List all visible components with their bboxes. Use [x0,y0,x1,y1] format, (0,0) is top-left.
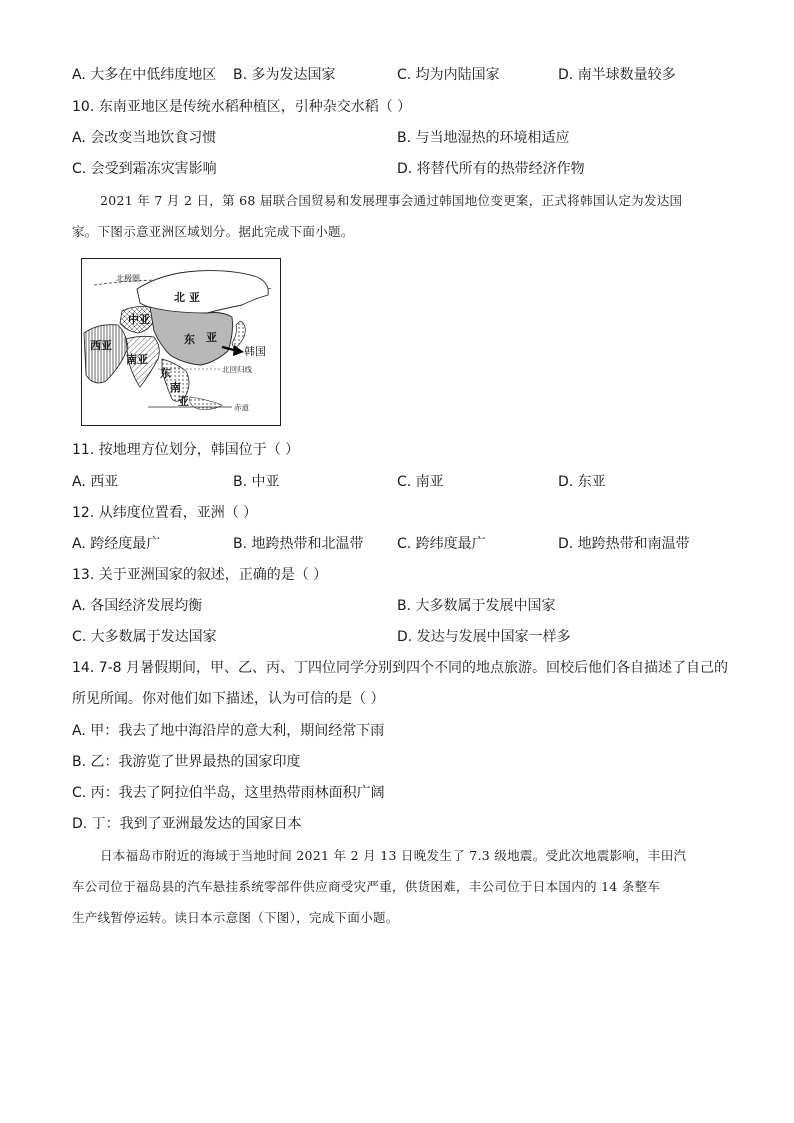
passage2-line3: 生产线暂停运转。读日本示意图（下图），完成下面小题。 [72,910,399,925]
q12-option-c: C. 跨纬度最广 [397,536,486,552]
q14-option-a: A. 甲：我去了地中海沿岸的意大利，期间经常下雨 [72,723,385,739]
q13-option-d: D. 发达与发展中国家一样多 [397,629,571,645]
q13-option-b: B. 大多数属于发展中国家 [397,598,556,614]
q12-stem: 12. 从纬度位置看，亚洲（ ） [72,505,258,521]
q9-option-b: B. 多为发达国家 [233,67,336,83]
passage2-line1: 日本福岛市附近的海域于当地时间 2021 年 2 月 13 日晚发生了 7.3 级地震。受此次地震影响，丰田汽 [100,848,687,863]
label-southeast-3: 亚 [178,395,189,408]
label-east-asia-2: 亚 [206,331,217,344]
label-west-asia: 西亚 [90,339,112,352]
q14-option-b: B. 乙：我游览了世界最热的国家印度 [72,754,301,770]
label-tropic-cancer: 北回归线 [222,365,252,374]
passage1-line2: 家。下图示意亚洲区域划分。据此完成下面小题。 [72,224,354,239]
label-north-asia: 北 亚 [174,291,200,304]
q10-option-d: D. 将替代所有的热带经济作物 [397,161,585,177]
q13-option-a: A. 各国经济发展均衡 [72,598,203,614]
q13-stem: 13. 关于亚洲国家的叙述，正确的是（ ） [72,567,328,583]
q14-stem-line1: 14. 7-8 月暑假期间，甲、乙、丙、丁四位同学分别到四个不同的地点旅游。回校后他们各自描述了自己的 [72,660,729,676]
q12-option-d: D. 地跨热带和南温带 [558,536,690,552]
q11-option-a: A. 西亚 [72,474,119,490]
label-southeast-1: 东 [160,367,171,380]
q14-stem-line2: 所见所闻。你对他们如下描述，认为可信的是（ ） [72,691,385,707]
indonesia-islands [190,397,222,410]
q13-option-c: C. 大多数属于发达国家 [72,629,217,645]
label-central-asia: 中亚 [128,313,150,326]
north-asia-region [137,271,268,314]
q10-option-c: C. 会受到霜冻灾害影响 [72,161,217,177]
passage2-line2: 车公司位于福岛县的汽车悬挂系统零部件供应商受灾严重，供货困难，丰公司位于日本国内的 14 条整车 [72,879,661,894]
q9-option-c: C. 均为内陆国家 [397,67,500,83]
passage1-line1: 2021 年 7 月 2 日，第 68 届联合国贸易和发展理事会通过韩国地位变更案，正式将韩国认定为发达国 [100,193,683,208]
asia-region-map [81,258,281,426]
q11-stem: 11. 按地理方位划分，韩国位于（ ） [72,442,300,458]
q11-option-b: B. 中亚 [233,474,280,490]
korea-arrow-icon [233,345,244,356]
west-asia-region [84,325,128,383]
q11-option-c: C. 南亚 [397,474,444,490]
q12-option-b: B. 地跨热带和北温带 [233,536,364,552]
q12-option-a: A. 跨经度最广 [72,536,161,552]
q11-option-d: D. 东亚 [558,474,606,490]
asia-map-figure [82,259,280,425]
label-arctic-circle: 北极圈 [116,274,140,283]
label-equator: 赤道 [234,403,249,412]
label-east-asia-1: 东 [184,333,195,346]
q9-option-a: A. 大多在中低纬度地区 [72,67,217,83]
label-southeast-2: 南 [170,381,181,394]
q10-stem: 10. 东南亚地区是传统水稻种植区，引种杂交水稻（ ） [72,99,412,115]
q10-option-b: B. 与当地湿热的环境相适应 [397,130,570,146]
label-south-asia: 南亚 [126,353,148,366]
label-korea: 韩国 [244,345,266,358]
q9-option-d: D. 南半球数量较多 [558,67,676,83]
q14-option-c: C. 丙：我去了阿拉伯半岛，这里热带雨林面积广阔 [72,785,385,801]
q10-option-a: A. 会改变当地饮食习惯 [72,130,217,146]
q14-option-d: D. 丁：我到了亚洲最发达的国家日本 [72,816,302,832]
